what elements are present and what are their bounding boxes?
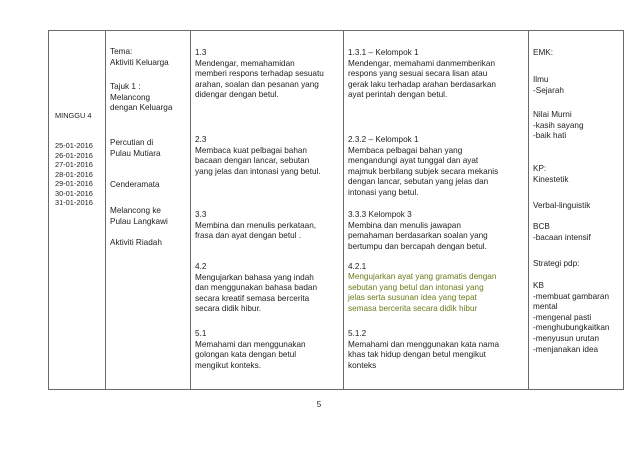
emk-heading: EMK:: [533, 48, 554, 57]
week-cell: [49, 31, 106, 390]
standard-cell: [191, 31, 344, 390]
subtopic-1: Percutian di Pulau Mutiara: [110, 138, 161, 158]
standard-2-3: 2.3 Membaca kuat pelbagai bahan bacaan dengan lancar, sebutan yang jelas dan intonasi yang betul.: [195, 135, 321, 176]
subtopic-4: Aktiviti Riadah: [110, 238, 162, 247]
emk-ilmu: Ilmu -Sejarah: [533, 75, 564, 95]
strategi-pdp: Strategi pdp:: [533, 259, 580, 268]
topic-title: Tajuk 1 : Melancong dengan Keluarga: [110, 82, 173, 113]
notes-cell: [529, 31, 624, 390]
objective-1-3-1: 1.3.1 – Kelompok 1 Mendengar, memahami danmemberikan respons yang sesuai secara lisan atau gerak laku terhadap arahan berdasarkan ayat perintah dengan betul.: [348, 48, 496, 100]
page-number: 5: [316, 400, 322, 409]
objective-3-3-3: 3.3.3 Kelompok 3 Membina dan menulis jawapan pemahaman berdasarkan soalan yang bertumpu dan bercapah dengan betul.: [348, 210, 488, 251]
objective-5-1-2: 5.1.2 Memahami dan menggunakan kata nama khas tak hidup dengan betul mengikut konteks: [348, 329, 500, 370]
table-row: [49, 31, 624, 390]
week-label: MINGGU 4: [55, 111, 92, 120]
objective-4-2-1-text: Mengujarkan ayat yang gramatis dengan sebutan yang betul dan intonasi yang jelas serta susunan idea yang tepat semasa bercerita secara didik hibur: [348, 272, 497, 313]
objective-2-3-2: 2.3.2 – Kelompok 1 Membaca pelbagai bahan yang mengandungi ayat tunggal dan ayat majmuk berbilang subjek secara mekanis dengan lancar, sebutan yang jelas dan intonasi yang betul.: [348, 135, 499, 197]
week-dates: 25-01-2016 26-01-2016 27-01-2016 28-01-2016 29-01-2016 30-01-2016 31-01-2016: [55, 141, 93, 207]
objective-4-2-1-code: 4.2.1: [348, 262, 367, 271]
subtopic-3: Melancong ke Pulau Langkawi: [110, 206, 168, 226]
lesson-plan-table: [48, 30, 624, 390]
nilai-murni: Nilai Murni -kasih sayang -baik hati: [533, 110, 584, 141]
bcb: BCB -bacaan intensif: [533, 222, 591, 242]
subtopic-2: Cenderamata: [110, 180, 160, 189]
theme-title: Tema: Aktiviti Keluarga: [110, 47, 169, 67]
standard-1-3: 1.3 Mendengar, memahamidan memberi respons terhadap sesuatu arahan, soalan dan pesanan yang didengar dengan betul.: [195, 48, 324, 100]
standard-5-1: 5.1 Memahami dan menggunakan golongan kata dengan betul mengikut konteks.: [195, 329, 306, 370]
standard-3-3: 3.3 Membina dan menulis perkataan, frasa dan ayat dengan betul .: [195, 210, 317, 241]
objective-cell: [344, 31, 529, 390]
kp-kinestetik: KP: Kinestetik: [533, 164, 569, 184]
kb-list: KB -membuat gambaran mental -mengenal pasti -menghubungkaitkan -menyusun urutan -menjanakan idea: [533, 281, 610, 354]
standard-4-2: 4.2 Mengujarkan bahasa yang indah dan menggunakan bahasa badan secara kreatif semasa bercerita secara didik hibur.: [195, 262, 318, 314]
theme-cell: [106, 31, 191, 390]
verbal-linguistik: Verbal-linguistik: [533, 201, 591, 210]
